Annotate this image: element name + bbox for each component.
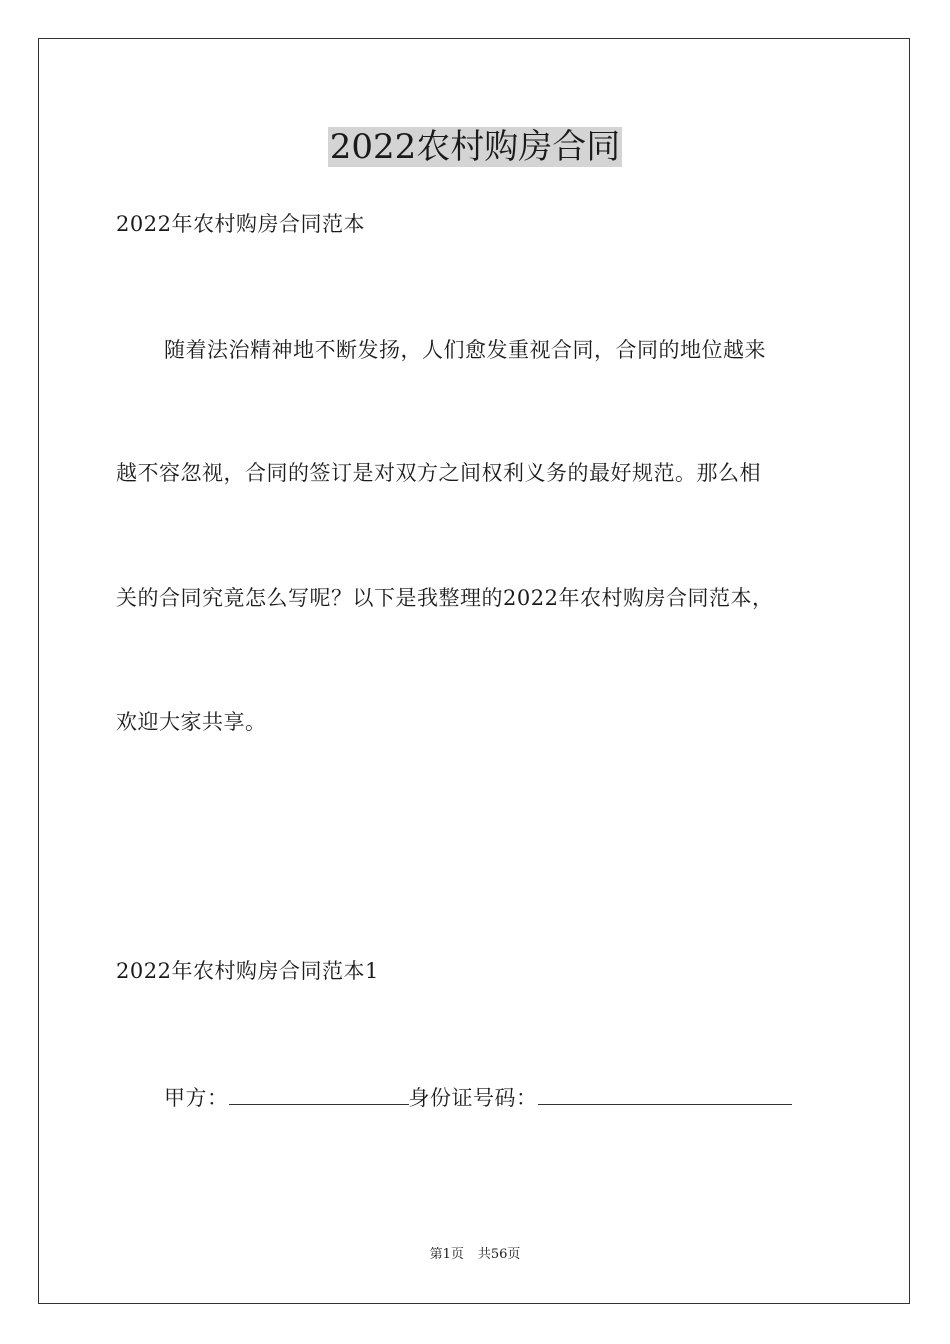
page-current: 第1页 [429,1247,464,1262]
intro-line-2: 越不容忽视，合同的签订是对双方之间权利义务的最好规范。那么相 [116,461,761,485]
party-a-row [164,1082,792,1112]
party-a-name-blank [229,1082,409,1105]
page-footer [0,1246,950,1264]
intro-line-3: 关的合同究竟怎么写呢？以下是我整理的2022年农村购房合同范本， [116,586,774,610]
document-title [0,126,950,168]
intro-line-1: 随着法治精神地不断发扬，人们愈发重视合同，合同的地位越来 [164,338,766,362]
document-title-text: 2022农村购房合同 [329,127,621,167]
page-total: 共56页 [477,1247,521,1262]
id-number-label: 身份证号码： [408,1086,538,1110]
id-number-blank [538,1082,792,1105]
party-a-label: 甲方： [164,1086,229,1110]
document-subtitle: 2022年农村购房合同范本 [116,212,365,236]
section-heading: 2022年农村购房合同范本1 [116,959,379,983]
intro-line-4: 欢迎大家共享。 [116,710,267,734]
